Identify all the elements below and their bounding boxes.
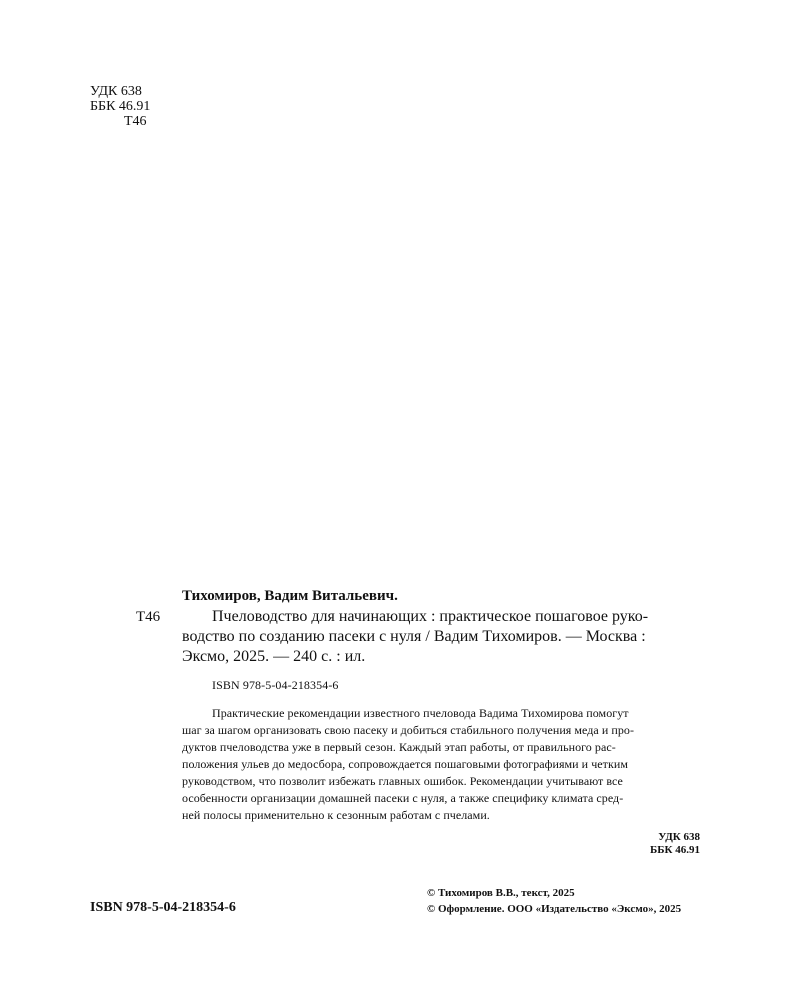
classification-codes-header [90, 84, 150, 129]
copyright-block [427, 885, 681, 917]
annotation-line: руководством, что позволит избежать главных ошибок. Рекомендации учитывают все [182, 774, 623, 788]
catalog-record [136, 586, 712, 857]
annotation-line: дуктов пчеловодства уже в первый сезон. Каждый этап работы, от правильного рас- [182, 740, 616, 754]
annotation-line: положения ульев до медосбора, сопровождается пошаговыми фотографиями и четким [182, 757, 628, 771]
description-line: водство по созданию пасеки с нуля / Вадим Тихомиров. — Москва : [182, 628, 646, 645]
annotation-line: шаг за шагом организовать свою пасеку и добиться стабильного получения меда и про- [182, 723, 634, 737]
annotation-line: Практические рекомендации известного пчеловода Вадима Тихомирова помогут [212, 706, 629, 720]
udk-code: УДК 638 [90, 84, 142, 99]
catalog-author-sign: Т46 [136, 609, 161, 625]
author-heading: Тихомиров, Вадим Витальевич. [182, 588, 398, 604]
description-line: Пчеловодство для начинающих : практическое пошаговое руко- [212, 608, 649, 625]
classification-codes-footer [182, 831, 700, 857]
annotation [182, 705, 712, 824]
footer-bbk-code: ББК 46.91 [649, 844, 700, 856]
description-text [182, 607, 712, 667]
design-copyright: © Оформление. ООО «Издательство «Эксмо», 2025 [427, 903, 682, 915]
description-line: Эксмо, 2025. — 240 с. : ил. [182, 648, 366, 665]
catalog-isbn: ISBN 978-5-04-218354-6 [212, 678, 339, 692]
bibliographic-description [136, 607, 712, 667]
text-copyright: © Тихомиров В.В., текст, 2025 [427, 887, 575, 899]
isbn-footer: ISBN 978-5-04-218354-6 [90, 900, 236, 915]
annotation-line: ней полосы применительно к сезонным работам с пчелами. [182, 808, 490, 822]
footer-udk-code: УДК 638 [658, 831, 700, 843]
bbk-code: ББК 46.91 [90, 99, 151, 114]
annotation-line: особенности организации домашней пасеки с нуля, а также специфику климата сред- [182, 791, 624, 805]
author-sign: Т46 [124, 114, 147, 129]
